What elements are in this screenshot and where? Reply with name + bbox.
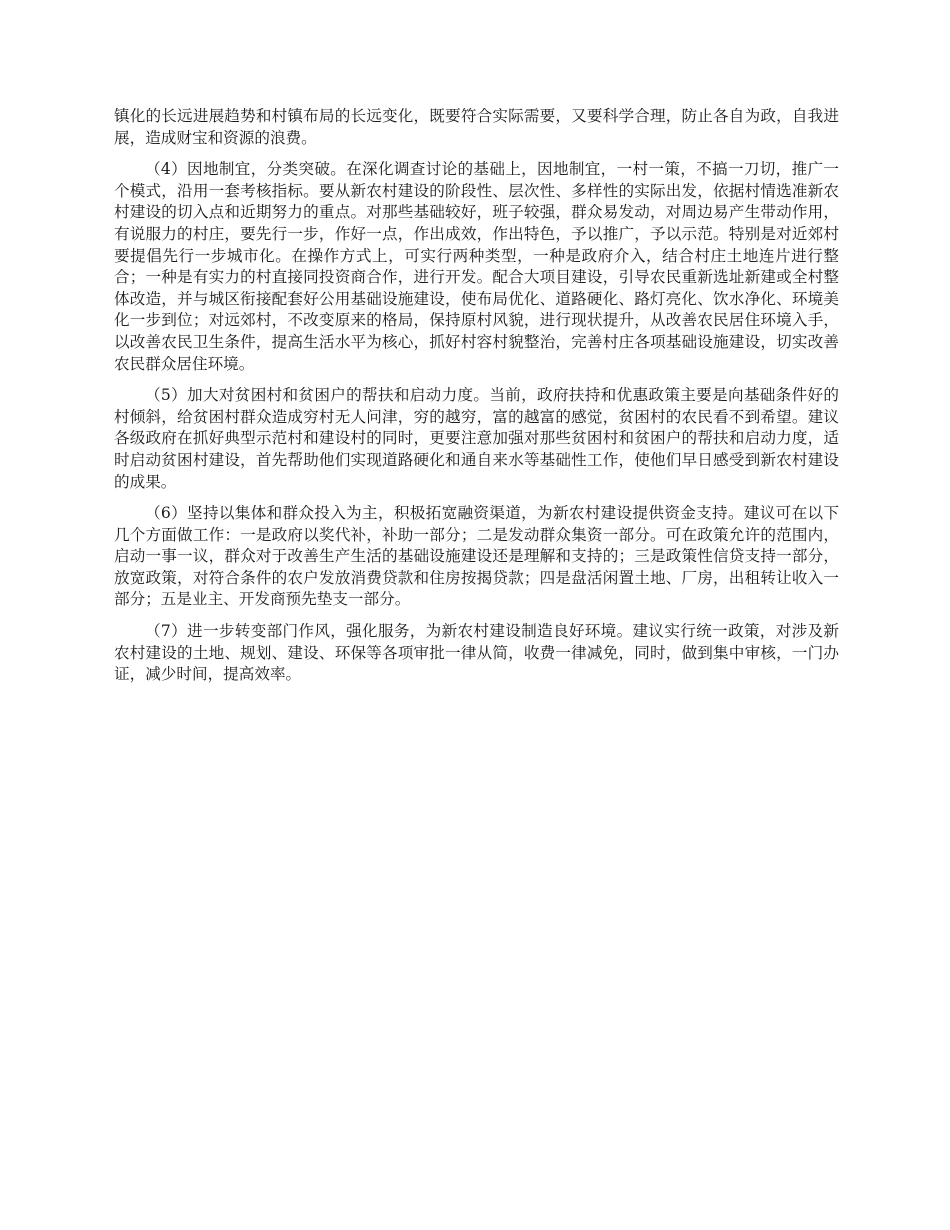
paragraph-continuation: 镇化的长远进展趋势和村镇布局的长远变化，既要符合实际需要，又要科学合理，防止各自为政，自我进展，造成财宝和资源的浪费。 — [114, 107, 839, 147]
document-body — [114, 106, 839, 696]
paragraph-item-4: （4）因地制宜，分类突破。在深化调查讨论的基础上，因地制宜，一村一策，不搞一刀切，推广一个模式，沿用一套考核指标。要从新农村建设的阶段性、层次性、多样性的实际出发，依据村情选准新农村建设的切入点和近期努力的重点。对那些基础较好，班子较强，群众易发动，对周边易产生带动作用，有说服力的村庄，要先行一步，作好一点，作出成效，作出特色，予以推广，予以示范。特别是对近郊村要提倡先行一步城市化。在操作方式上，可实行两种类型，一种是政府介入，结合村庄土地连片进行整合；一种是有实力的村直接同投资商合作，进行开发。配合大项目建设，引导农民重新选址新建或全村整体改造，并与城区衔接配套好公用基础设施建设，使布局优化、道路硬化、路灯亮化、饮水净化、环境美化一步到位；对远郊村，不改变原来的格局，保持原村风貌，进行现状提升，从改善农民居住环境入手，以改善农民卫生条件，提高生活水平为核心，抓好村容村貌整治，完善村庄各项基础设施建设，切实改善农民群众居住环境。 — [114, 160, 839, 373]
paragraph-item-7: （7）进一步转变部门作风，强化服务，为新农村建设制造良好环境。建议实行统一政策，对涉及新农村建设的土地、规划、建设、环保等各项审批一律从简，收费一律减免，同时，做到集中审核，一门办证，减少时间，提高效率。 — [114, 622, 839, 684]
paragraph-item-6: （6）坚持以集体和群众投入为主，积极拓宽融资渠道，为新农村建设提供资金支持。建议可在以下几个方面做工作：一是政府以奖代补，补助一部分；二是发动群众集资一部分。可在政策允许的范围内，启动一事一议，群众对于改善生产生活的基础设施建设还是理解和支持的；三是政策性信贷支持一部分，放宽政策，对符合条件的农户发放消费贷款和住房按揭贷款；四是盘活闲置土地、厂房，出租转让收入一部分；五是业主、开发商预先垫支一部分。 — [114, 504, 839, 609]
paragraph-item-5: （5）加大对贫困村和贫困户的帮扶和启动力度。当前，政府扶持和优惠政策主要是向基础条件好的村倾斜，给贫困村群众造成穷村无人问津，穷的越穷，富的越富的感觉，贫困村的农民看不到希望。建议各级政府在抓好典型示范村和建设村的同时，更要注意加强对那些贫困村和贫困户的帮扶和启动力度，适时启动贫困村建设，首先帮助他们实现道路硬化和通自来水等基础性工作，使他们早日感受到新农村建设的成果。 — [114, 386, 839, 491]
